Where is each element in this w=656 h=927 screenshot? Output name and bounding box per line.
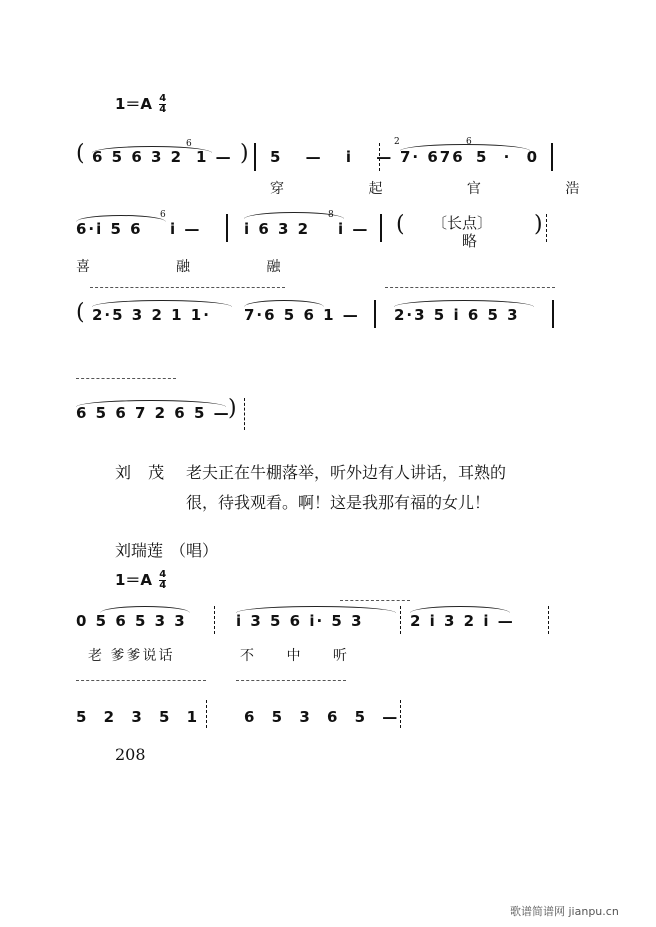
barline-dashed — [214, 606, 215, 634]
bracket-label-2: 略 — [462, 232, 478, 250]
time-top: 4 — [159, 569, 167, 580]
barline-dashed — [400, 606, 401, 634]
lyrics-line2-b: 融 融 — [176, 259, 317, 275]
barline — [552, 300, 554, 328]
close-paren: ) — [228, 396, 237, 421]
notes-line2-a: 6·i 5 6 — [76, 220, 143, 238]
grace-note: 6 — [466, 137, 472, 147]
notes-line1-c: 7· 676 — [400, 148, 465, 166]
notes-line3-b: 7·6 5 6 1 — — [244, 306, 360, 324]
close-paren: ) — [534, 212, 543, 237]
barline-dashed — [548, 606, 549, 634]
notes-s2-line2-b: 6 5 3 6 5 — — [244, 708, 404, 726]
notes-s2-line1-a: 0 5 6 5 3 3 — [76, 612, 187, 630]
time-top: 4 — [159, 93, 167, 104]
barline — [226, 214, 228, 242]
key-signature — [115, 93, 166, 115]
page-number: 208 — [115, 745, 146, 764]
barline-dashed — [400, 700, 401, 728]
barline-dashed — [244, 398, 245, 430]
key-text: 1＝A — [115, 95, 153, 113]
grace-note: 2 — [394, 137, 400, 147]
key-signature-2 — [115, 569, 166, 591]
dotted-line — [385, 287, 555, 288]
notes-line3-a: 2·5 3 2 1 1· — [92, 306, 211, 324]
time-signature — [159, 570, 166, 591]
notes-line2-b: i 6 3 2 — [244, 220, 311, 238]
barline — [374, 300, 376, 328]
barline-dashed — [546, 214, 547, 242]
notes-line1-c2: 5 · 0 — [476, 148, 544, 166]
lyrics-s2-line1-a: 老 爹爹说话 — [88, 648, 175, 664]
lyrics-line1: 穿 起 官 浩 — [270, 181, 620, 197]
barline-dashed — [206, 700, 207, 728]
grace-note: 8 — [328, 210, 334, 220]
grace-note: 6 — [186, 139, 192, 149]
barline — [254, 143, 256, 171]
speaker-name: 刘 茂 — [115, 463, 171, 482]
open-paren: ( — [76, 300, 85, 325]
notes-line1-b: 5 — i — — [270, 148, 402, 166]
notes-s2-line2-a: 5 2 3 5 1 — [76, 708, 204, 726]
dotted-line — [90, 287, 285, 288]
key-text: 1＝A — [115, 571, 153, 589]
time-bottom: 4 — [159, 104, 167, 115]
notes-s2-line1-b: i 3 5 6 i· 5 3 — [236, 612, 364, 630]
singer-name: 刘瑞莲 — [115, 541, 164, 560]
dotted-line — [236, 680, 346, 681]
notes-line3-c: 2·3 5 i 6 5 3 — [394, 306, 520, 324]
dialogue-line-1: 老夫正在牛棚落举，听外边有人讲话，耳熟的 — [186, 463, 507, 482]
barline-dashed — [379, 143, 380, 171]
bracket-label: 〔长点〕 — [432, 214, 493, 232]
watermark: 歌谱简谱网 jianpu.cn — [510, 905, 619, 918]
notes-line4: 6 5 6 7 2 6 5 — — [76, 404, 231, 422]
lyrics-line2-a: 喜 — [76, 259, 114, 275]
dotted-line — [76, 680, 206, 681]
time-signature — [159, 94, 166, 115]
notes-line2-b2: i — — [338, 220, 370, 238]
dotted-line — [340, 600, 410, 601]
barline — [380, 214, 382, 242]
dotted-line — [76, 378, 176, 379]
open-paren: ( — [396, 212, 405, 237]
open-paren: ( — [76, 141, 85, 166]
notes-line2-a2: i — — [170, 220, 202, 238]
close-paren: ) — [240, 141, 249, 166]
notes-line1-a: 6 5 6 3 2 — [92, 148, 184, 166]
notes-s2-line1-c: 2 i 3 2 i — — [410, 612, 515, 630]
barline — [551, 143, 553, 171]
time-bottom: 4 — [159, 580, 167, 591]
dialogue-line-2: 很，待我观看。啊！这是我那有福的女儿！ — [186, 493, 491, 512]
lyrics-s2-line1-b: 不 中 听 — [240, 648, 361, 664]
sing-mark: （唱） — [170, 541, 219, 560]
notes-line1-a2: 1 — — [196, 148, 233, 166]
grace-note: 6 — [160, 210, 166, 220]
